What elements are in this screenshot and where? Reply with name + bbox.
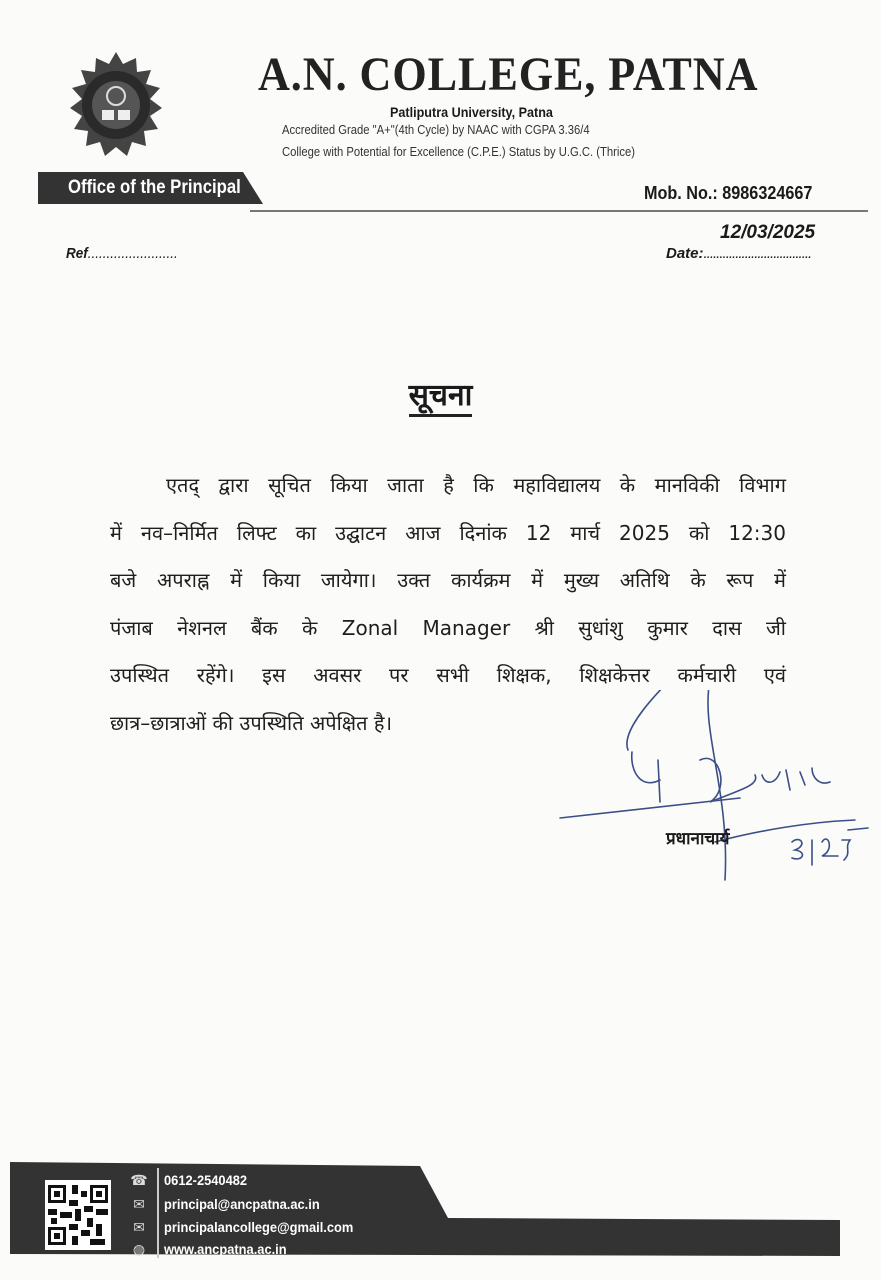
notice-line: उपस्थित रहेंगे। इस अवसर पर सभी शिक्षक, शिक्षकेत्तर कर्मचारी एवं: [110, 663, 786, 687]
footer-email-1[interactable]: principal@ancpatna.ac.in: [164, 1196, 320, 1212]
college-name: A.N. COLLEGE, PATNA: [258, 48, 759, 101]
accreditation-line: Accredited Grade "A+"(4th Cycle) by NAAC with CGPA 3.36/4: [282, 123, 590, 137]
phone-icon: ☎: [130, 1172, 148, 1188]
notice-heading: सूचना: [409, 378, 473, 417]
ref-dots: ........................: [87, 245, 178, 262]
ref-field: [66, 245, 178, 263]
handwritten-signature: [550, 690, 870, 890]
notice-line: एतद् द्वारा सूचित किया जाता है कि महाविद्यालय के मानविकी विभाग: [166, 473, 786, 497]
ref-label: Ref: [66, 245, 88, 262]
footer-email-2[interactable]: principalancollege@gmail.com: [164, 1219, 354, 1235]
notice-line: छात्र–छात्राओं की उपस्थिति अपेक्षित है।: [110, 710, 393, 735]
principal-designation: प्रधानाचार्य: [666, 829, 730, 849]
date-field: [666, 222, 816, 263]
date-dots: ..................................: [703, 245, 812, 262]
email-icon: ✉: [133, 1219, 145, 1235]
notice-line: पंजाब नेशनल बैंक के Zonal Manager श्री सुधांशु कुमार दास जी: [110, 615, 786, 640]
footer-website[interactable]: www.ancpatna.ac.in: [164, 1241, 287, 1257]
email-icon: ✉: [133, 1196, 145, 1212]
footer-phone: 0612-2540482: [164, 1172, 248, 1188]
college-seal-logo: [66, 52, 166, 162]
globe-icon: ◍: [132, 1241, 146, 1257]
mobile-number: Mob. No.: 8986324667: [644, 183, 813, 203]
footer-separator: [157, 1168, 159, 1258]
university-name: Patliputra University, Patna: [390, 104, 553, 120]
notice-line: में नव–निर्मित लिफ्ट का उद्घाटन आज दिनांक 12 मार्च 2025 को 12:30: [110, 520, 786, 545]
header-divider: [250, 210, 868, 212]
office-label: Office of the Principal: [68, 177, 241, 198]
notice-line: बजे अपराह्न में किया जायेगा। उक्त कार्यक्रम में मुख्य अतिथि के रूप में: [110, 568, 786, 592]
qr-code-icon: [45, 1180, 111, 1250]
date-value: 12/03/2025: [720, 222, 816, 243]
date-label: Date:: [666, 245, 704, 262]
cpe-status-line: College with Potential for Excellence (C.P.E.) Status by U.G.C. (Thrice): [282, 145, 636, 159]
notice-heading-wrap: [0, 376, 881, 421]
